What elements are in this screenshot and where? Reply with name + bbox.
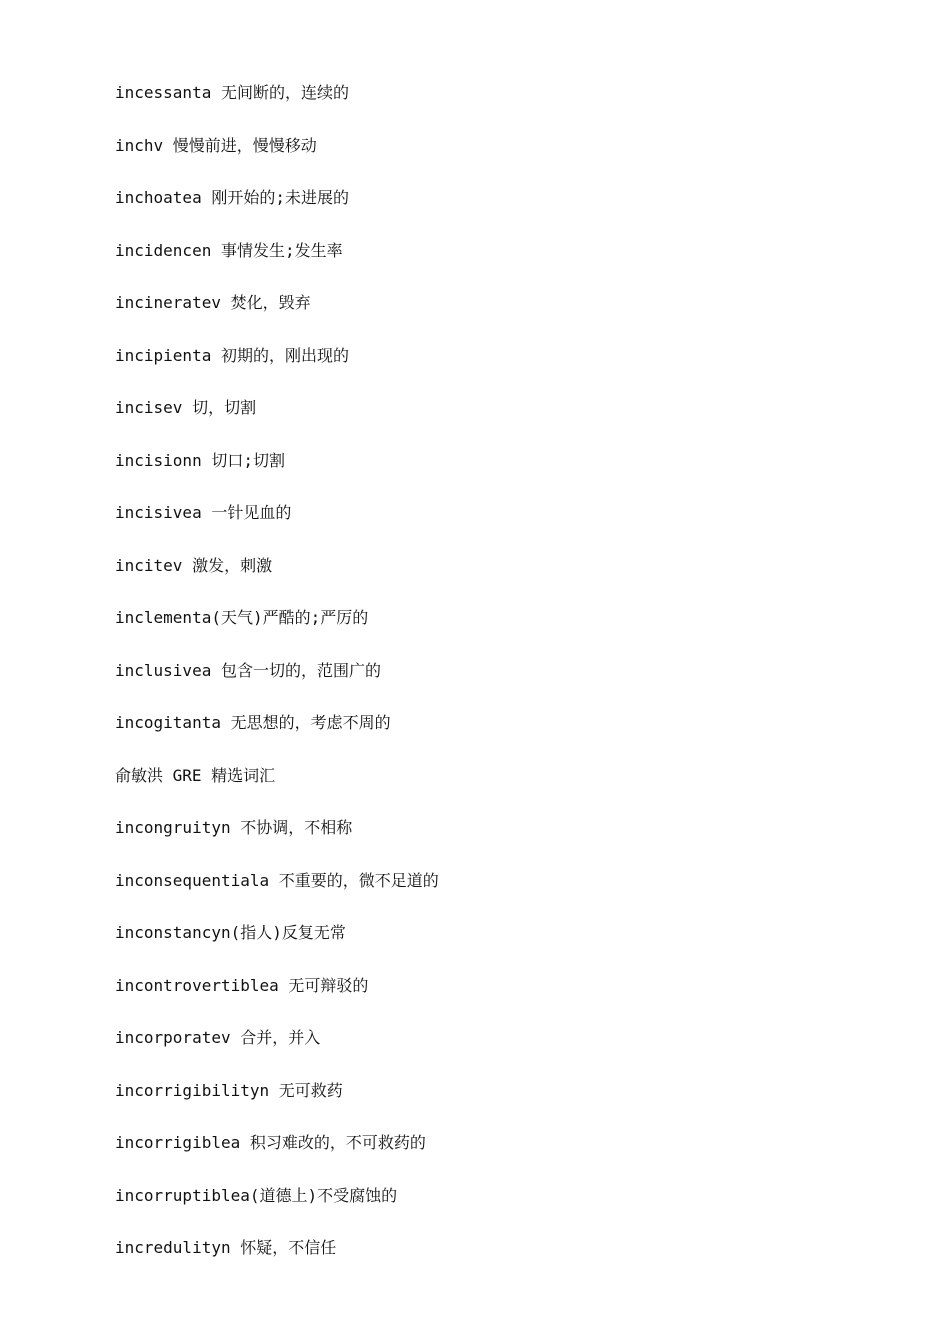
- vocab-entry: incorporatev 合并，并入: [115, 1028, 321, 1047]
- vocab-entry: incongruityn 不协调，不相称: [115, 818, 353, 837]
- vocab-entry: incessanta 无间断的，连续的: [115, 83, 349, 102]
- vocabulary-list: [115, 80, 875, 1288]
- vocab-entry: inclusivea 包含一切的，范围广的: [115, 660, 381, 680]
- vocab-entry: incorrigibilityn 无可救药: [115, 1080, 343, 1100]
- section-heading: 俞敏洪 GRE 精选词汇: [115, 765, 276, 785]
- vocab-entry: inchv 慢慢前进，慢慢移动: [115, 135, 317, 155]
- vocab-entry: incontrovertiblea 无可辩驳的: [115, 975, 369, 995]
- vocab-entry: inconstancyn(指人)反复无常: [115, 923, 346, 942]
- vocab-entry: incitev 激发，刺激: [115, 555, 273, 575]
- vocab-entry: incineratev 焚化，毁弃: [115, 293, 311, 312]
- vocab-entry: incogitanta 无思想的，考虑不周的: [115, 713, 391, 732]
- vocab-entry: incorrigiblea 积习难改的，不可救药的: [115, 1133, 426, 1152]
- vocab-entry: inconsequentiala 不重要的，微不足道的: [115, 870, 439, 890]
- vocab-entry: incorruptiblea(道德上)不受腐蚀的: [115, 1185, 398, 1205]
- vocab-entry: incisivea 一针见血的: [115, 503, 292, 522]
- vocab-entry: incredulityn 怀疑，不信任: [115, 1238, 337, 1257]
- vocab-entry: incidencen 事情发生;发生率: [115, 240, 343, 260]
- vocab-entry: incipienta 初期的，刚出现的: [115, 345, 349, 365]
- vocab-entry: inchoatea 刚开始的;未进展的: [115, 188, 349, 207]
- vocab-entry: incisionn 切口;切割: [115, 450, 285, 470]
- vocab-entry: inclementa(天气)严酷的;严厉的: [115, 608, 369, 627]
- vocab-entry: incisev 切，切割: [115, 398, 257, 417]
